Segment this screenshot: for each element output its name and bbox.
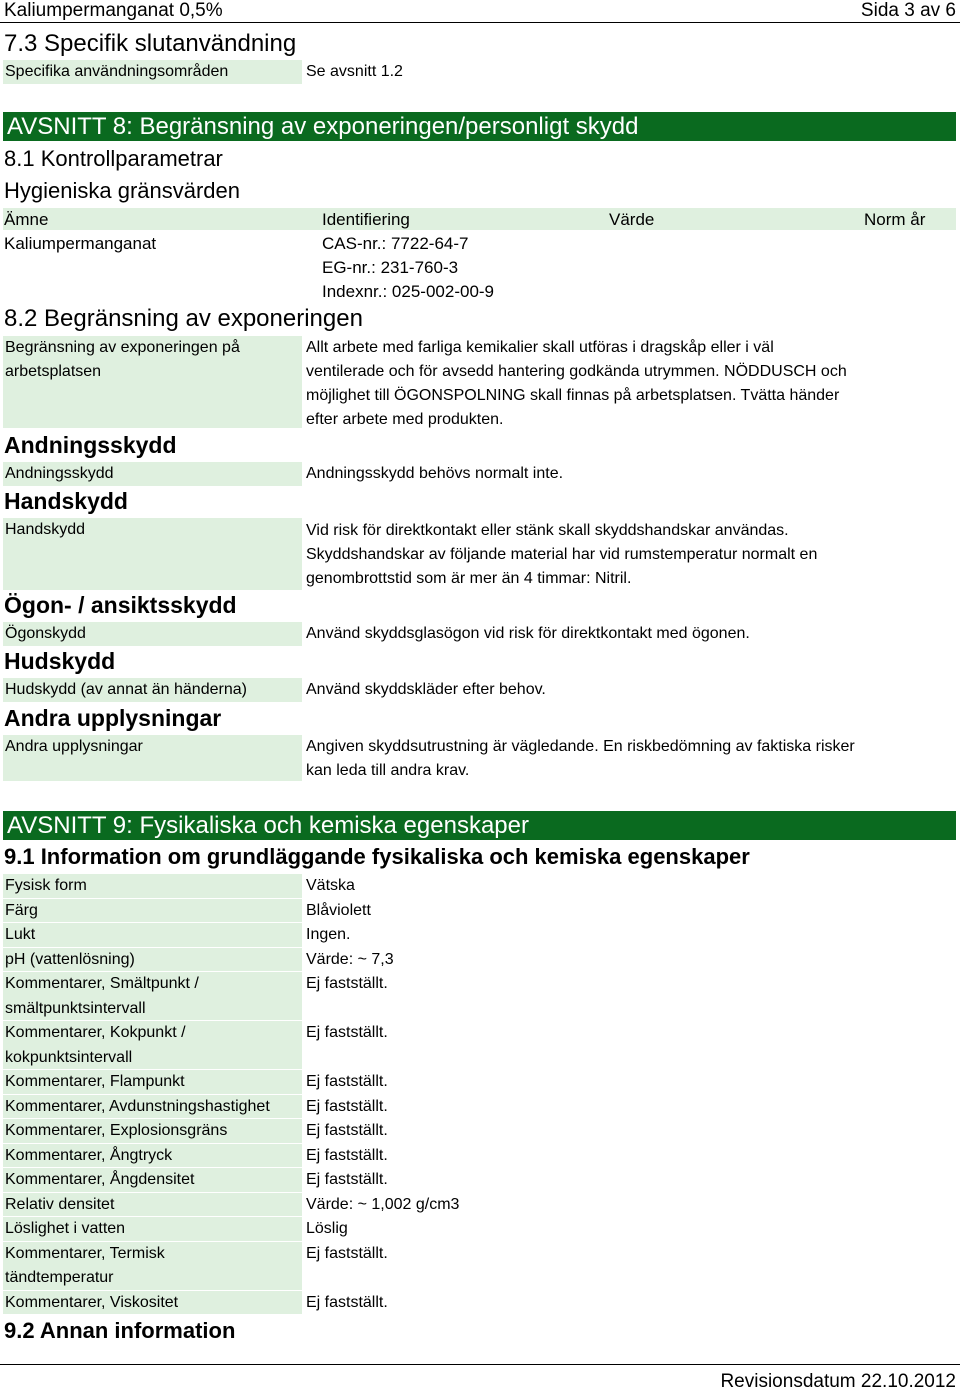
workplace-label (3, 336, 302, 428)
section-9-2-title: 9.2 Annan information (4, 1318, 236, 1343)
property-label (3, 1168, 302, 1192)
property-label (3, 1095, 302, 1119)
property-label-line: Kommentarer, Ångtryck (5, 1146, 173, 1164)
workplace-text-line: Allt arbete med farliga kemikalier skall utföras i dragskåp eller i väl (306, 339, 774, 356)
eye-text: Använd skyddsglasögon vid risk för direktkontakt med ögonen. (306, 625, 750, 642)
section-8-1-title: 8.1 Kontrollparametrar (4, 146, 223, 171)
property-label (3, 1021, 302, 1069)
hand-label: Handskydd (3, 518, 302, 590)
property-label (3, 948, 302, 972)
property-value: Ej fastställt. (306, 1244, 388, 1262)
property-value: Ej fastställt. (306, 1122, 388, 1139)
table-index: Indexnr.: 025-002-00-9 (322, 282, 495, 301)
hand-text-line: Skyddshandskar av följande material har vid rumstemperatur normalt en (306, 546, 818, 563)
other-text-line: kan leda till andra krav. (306, 762, 470, 779)
property-label-line: Kommentarer, Termisk (5, 1244, 165, 1262)
col-substance-header: Ämne (4, 210, 49, 229)
property-label (3, 1217, 302, 1241)
limits-table-header (3, 208, 956, 230)
workplace-label-line-1: Begränsning av exponeringen på (5, 339, 240, 356)
property-label-line: Relativ densitet (5, 1195, 115, 1213)
property-value: Löslig (306, 1220, 348, 1237)
col-identification-header: Identifiering (322, 210, 410, 229)
property-label (3, 1291, 302, 1315)
skin-heading: Hudskydd (4, 648, 116, 674)
property-label-line: Färg (5, 901, 38, 919)
table-eg: EG-nr.: 231-760-3 (322, 258, 459, 277)
hand-text-line: Vid risk för direktkontakt eller stänk skall skyddshandskar användas. (306, 522, 789, 539)
hand-heading: Handskydd (4, 488, 128, 514)
table-cas: CAS-nr.: 7722-64-7 (322, 234, 469, 253)
property-label (3, 899, 302, 923)
respiratory-heading: Andningsskydd (4, 432, 177, 458)
property-value: Värde: ~ 7,3 (306, 950, 394, 968)
respiratory-label: Andningsskydd (3, 462, 302, 486)
workplace-text (306, 336, 847, 432)
revision-date: Revisionsdatum 22.10.2012 (720, 1371, 956, 1392)
property-label-line: smältpunktsintervall (5, 999, 146, 1017)
property-value: Ej fastställt. (306, 1171, 388, 1188)
property-label-line: Lukt (5, 926, 36, 943)
property-label (3, 874, 302, 898)
skin-label: Hudskydd (av annat än händerna) (3, 678, 302, 702)
footer-rule (0, 1364, 960, 1365)
property-label-line: pH (vattenlösning) (5, 950, 135, 968)
property-value: Ingen. (306, 926, 351, 943)
col-norm-year-header: Norm år (864, 210, 926, 229)
property-label (3, 1119, 302, 1143)
property-value: Blåviolett (306, 901, 371, 919)
property-label-line: Kommentarer, Flampunkt (5, 1073, 185, 1090)
property-label-line: kokpunktsintervall (5, 1048, 133, 1066)
property-label-line: Kommentarer, Smältpunkt / (5, 975, 199, 992)
section-9-bar: AVSNITT 9: Fysikaliska och kemiska egenskaper (3, 811, 956, 840)
other-label: Andra upplysningar (3, 735, 302, 781)
hand-text (306, 519, 817, 591)
section-8-bar: AVSNITT 8: Begränsning av exponeringen/personligt skydd (3, 112, 956, 141)
property-value: Ej fastställt. (306, 1024, 388, 1041)
property-label-line: tändtemperatur (5, 1269, 114, 1286)
property-value: Ej fastställt. (306, 1293, 388, 1311)
property-value: Vätska (306, 877, 355, 894)
other-heading: Andra upplysningar (4, 705, 222, 731)
hygiene-limits-title: Hygieniska gränsvärden (4, 178, 241, 203)
property-label (3, 1242, 302, 1290)
other-text (306, 735, 855, 783)
property-label-line: Kommentarer, Explosionsgräns (5, 1122, 228, 1139)
eye-heading: Ögon- / ansiktsskydd (4, 592, 237, 618)
header-page: Sida 3 av 6 (860, 0, 956, 21)
workplace-text-line: möjlighet till ÖGONSPOLNING skall finnas på arbetsplatsen. Tvätta händer (306, 387, 840, 404)
property-label (3, 1193, 302, 1217)
property-label (3, 1070, 302, 1094)
property-value: Ej fastställt. (306, 1073, 388, 1090)
property-value: Ej fastställt. (306, 975, 388, 992)
section-7-3-title: 7.3 Specifik slutanvändning (4, 30, 297, 57)
s73-label: Specifika användningsområden (3, 60, 302, 84)
property-label-line: Kommentarer, Avdunstningshastighet (5, 1097, 270, 1115)
property-value: Ej fastställt. (306, 1097, 388, 1115)
property-label-line: Löslighet i vatten (5, 1220, 126, 1237)
other-text-line: Angiven skyddsutrustning är vägledande. En riskbedömning av faktiska risker (306, 738, 855, 755)
section-8-2-title: 8.2 Begränsning av exponeringen (4, 305, 363, 332)
property-label-line: Kommentarer, Ångdensitet (5, 1171, 195, 1188)
property-label-line: Kommentarer, Viskositet (5, 1293, 179, 1311)
property-label (3, 923, 302, 947)
table-substance: Kaliumpermanganat (4, 234, 157, 253)
header-product: Kaliumpermanganat 0,5% (4, 0, 223, 21)
workplace-label-line-2: arbetsplatsen (5, 363, 102, 380)
property-value: Värde: ~ 1,002 g/cm3 (306, 1195, 460, 1213)
eye-label: Ögonskydd (3, 622, 302, 646)
col-value-header: Värde (609, 210, 655, 229)
property-value: Ej fastställt. (306, 1146, 388, 1164)
skin-text: Använd skyddskläder efter behov. (306, 681, 546, 698)
property-label (3, 1144, 302, 1168)
hand-text-line: genombrottstid som är mer än 4 timmar: Nitril. (306, 570, 632, 587)
property-label (3, 972, 302, 1020)
header-rule (0, 22, 960, 23)
respiratory-text: Andningsskydd behövs normalt inte. (306, 465, 564, 482)
property-label-line: Fysisk form (5, 877, 87, 894)
s73-value: Se avsnitt 1.2 (306, 63, 403, 80)
section-9-1-title: 9.1 Information om grundläggande fysikaliska och kemiska egenskaper (4, 844, 750, 869)
property-label-line: Kommentarer, Kokpunkt / (5, 1024, 186, 1041)
workplace-text-line: efter arbete med produkten. (306, 411, 504, 428)
workplace-text-line: ventilerade och för avsedd hantering godkända utrymmen. NÖDDUSCH och (306, 363, 847, 380)
